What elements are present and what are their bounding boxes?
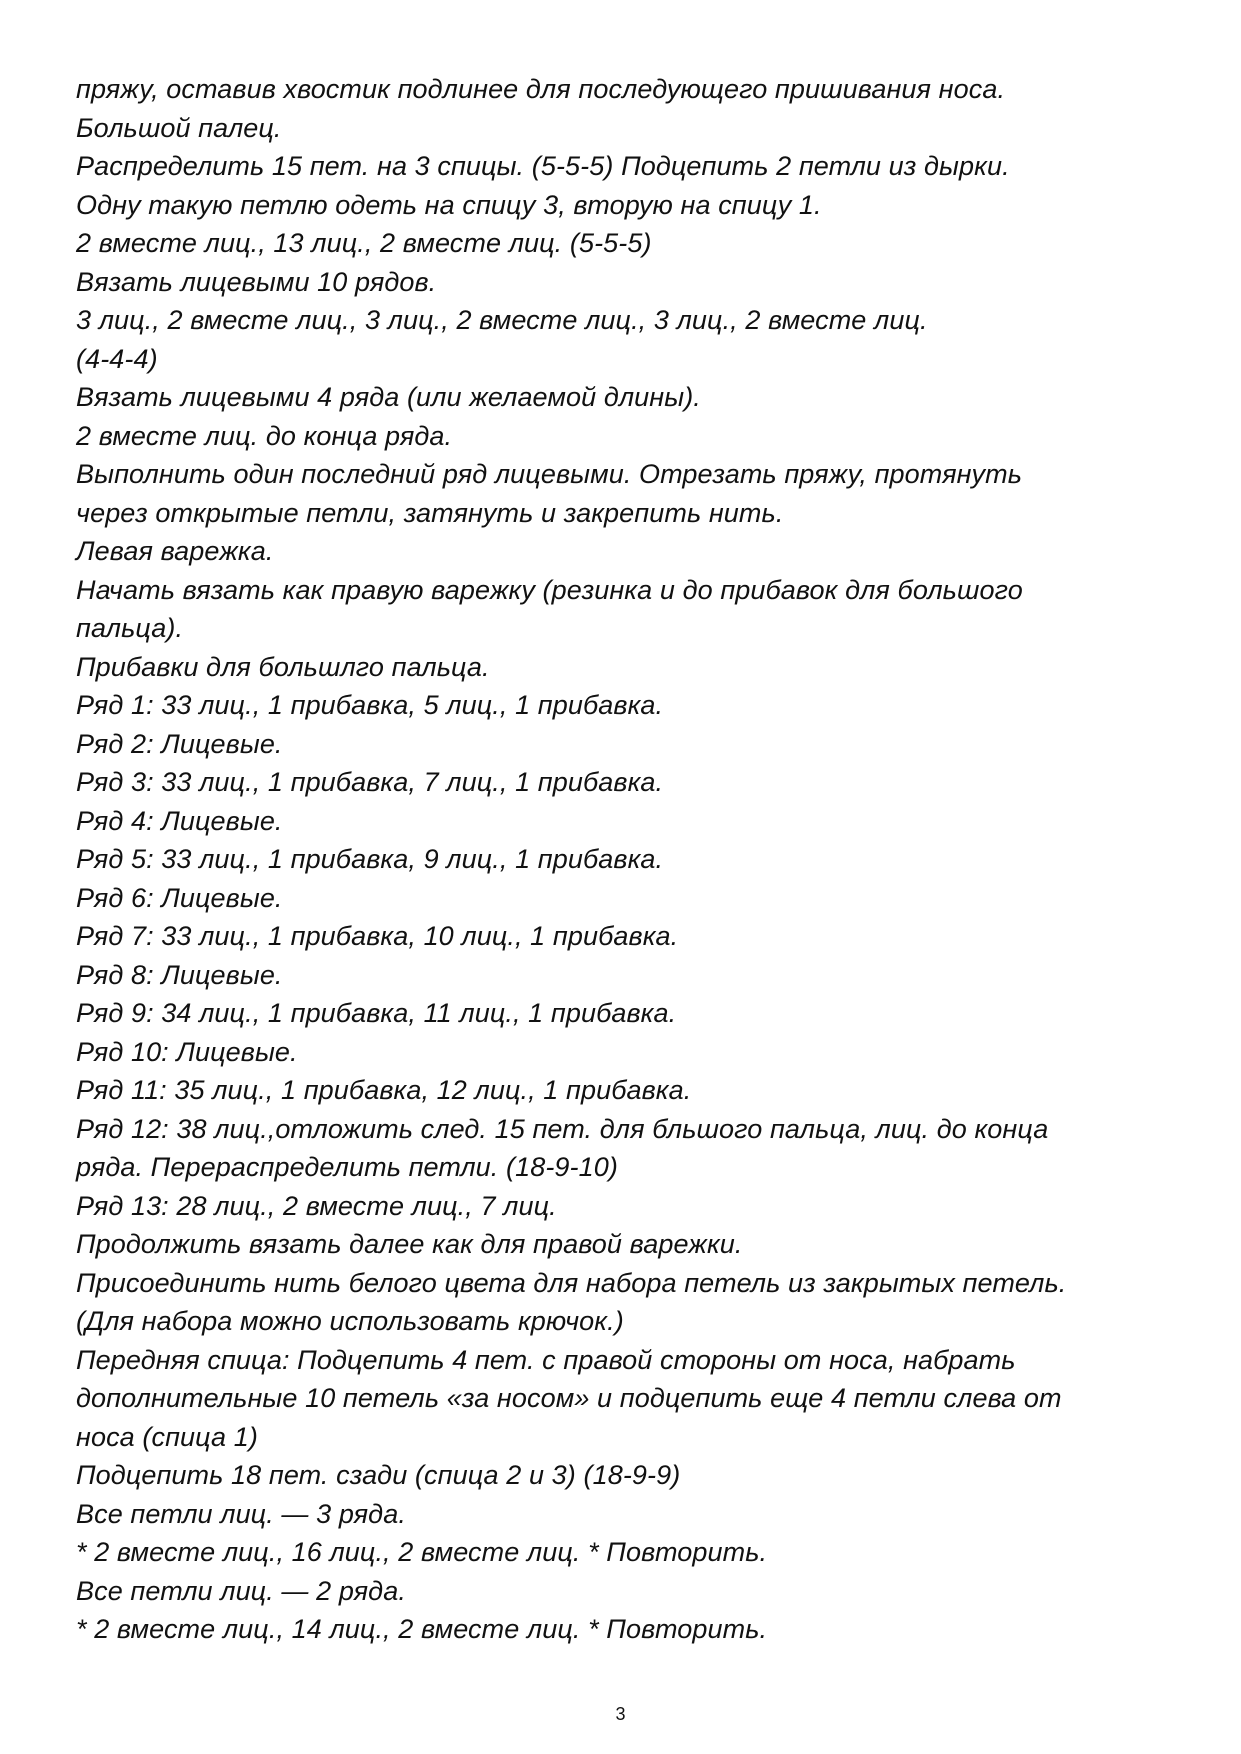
text-line: пальца). bbox=[76, 613, 184, 643]
text-line: Начать вязать как правую варежку (резинка и до прибавок для большого bbox=[76, 574, 1023, 605]
text-line: 2 вместе лиц., 13 лиц., 2 вместе лиц. (5-5-5) bbox=[76, 228, 652, 258]
text-line: Все петли лиц. — 2 ряда. bbox=[76, 1575, 406, 1606]
text-line: носа (спица 1) bbox=[76, 1421, 258, 1452]
text-line: * 2 вместе лиц., 14 лиц., 2 вместе лиц. * Повторить. bbox=[76, 1614, 768, 1644]
text-line: Ряд 13: 28 лиц., 2 вместе лиц., 7 лиц. bbox=[76, 1190, 557, 1221]
text-line: ряда. Перераспределить петли. (18-9-10) bbox=[76, 1152, 618, 1182]
text-line: Ряд 9: 34 лиц., 1 прибавка, 11 лиц., 1 прибавка. bbox=[76, 998, 677, 1028]
text-line: Вязать лицевыми 4 ряда (или желаемой длины). bbox=[76, 382, 701, 412]
page-number: 3 bbox=[615, 1704, 626, 1724]
text-line: Присоединить нить белого цвета для набора петель из закрытых петель. bbox=[76, 1267, 1067, 1298]
document-body bbox=[76, 70, 1186, 1649]
text-line: Ряд 3: 33 лиц., 1 прибавка, 7 лиц., 1 прибавка. bbox=[76, 767, 664, 797]
text-line: Большой палец. bbox=[76, 112, 282, 143]
text-line: (4-4-4) bbox=[76, 343, 158, 374]
text-line: Ряд 4: Лицевые. bbox=[76, 805, 283, 836]
text-line: Левая варежка. bbox=[76, 536, 274, 566]
text-line: Ряд 7: 33 лиц., 1 прибавка, 10 лиц., 1 прибавка. bbox=[76, 921, 679, 951]
text-line: 3 лиц., 2 вместе лиц., 3 лиц., 2 вместе лиц., 3 лиц., 2 вместе лиц. bbox=[76, 305, 928, 335]
text-line: * 2 вместе лиц., 16 лиц., 2 вместе лиц. * Повторить. bbox=[76, 1537, 768, 1567]
text-line: дополнительные 10 петель «за носом» и подцепить еще 4 петли слева от bbox=[76, 1383, 1062, 1413]
text-line: Передняя спица: Подцепить 4 пет. с правой стороны от носа, набрать bbox=[76, 1344, 1016, 1375]
text-line: 2 вместе лиц. до конца ряда. bbox=[76, 420, 453, 451]
text-line: Ряд 5: 33 лиц., 1 прибавка, 9 лиц., 1 прибавка. bbox=[76, 844, 664, 874]
text-line: Ряд 2: Лицевые. bbox=[76, 728, 283, 759]
text-line: Распределить 15 пет. на 3 спицы. (5-5-5) Подцепить 2 петли из дырки. bbox=[76, 151, 1010, 181]
text-line: Ряд 1: 33 лиц., 1 прибавка, 5 лиц., 1 прибавка. bbox=[76, 690, 664, 720]
text-line: Одну такую петлю одеть на спицу 3, вторую на спицу 1. bbox=[76, 189, 822, 220]
text-line: Вязать лицевыми 10 рядов. bbox=[76, 266, 437, 297]
text-line: Подцепить 18 пет. сзади (спица 2 и 3) (18-9-9) bbox=[76, 1460, 681, 1490]
text-line: (Для набора можно использовать крючок.) bbox=[76, 1306, 624, 1336]
text-line: Ряд 6: Лицевые. bbox=[76, 882, 283, 913]
text-line: Ряд 10: Лицевые. bbox=[76, 1036, 298, 1067]
text-line: Выполнить один последний ряд лицевыми. Отрезать пряжу, протянуть bbox=[76, 459, 1023, 489]
text-line: Все петли лиц. — 3 ряда. bbox=[76, 1498, 406, 1529]
text-line: Ряд 8: Лицевые. bbox=[76, 959, 283, 990]
text-line: Продолжить вязать далее как для правой варежки. bbox=[76, 1229, 743, 1259]
text-line: через открытые петли, затянуть и закрепить нить. bbox=[76, 497, 784, 528]
text-line: пряжу, оставив хвостик подлинее для последующего пришивания носа. bbox=[76, 74, 1006, 104]
text-line: Ряд 12: 38 лиц.,отложить след. 15 пет. для бльшого пальца, лиц. до конца bbox=[76, 1113, 1049, 1144]
text-line: Прибавки для большлго пальца. bbox=[76, 651, 490, 682]
text-line: Ряд 11: 35 лиц., 1 прибавка, 12 лиц., 1 прибавка. bbox=[76, 1075, 692, 1105]
